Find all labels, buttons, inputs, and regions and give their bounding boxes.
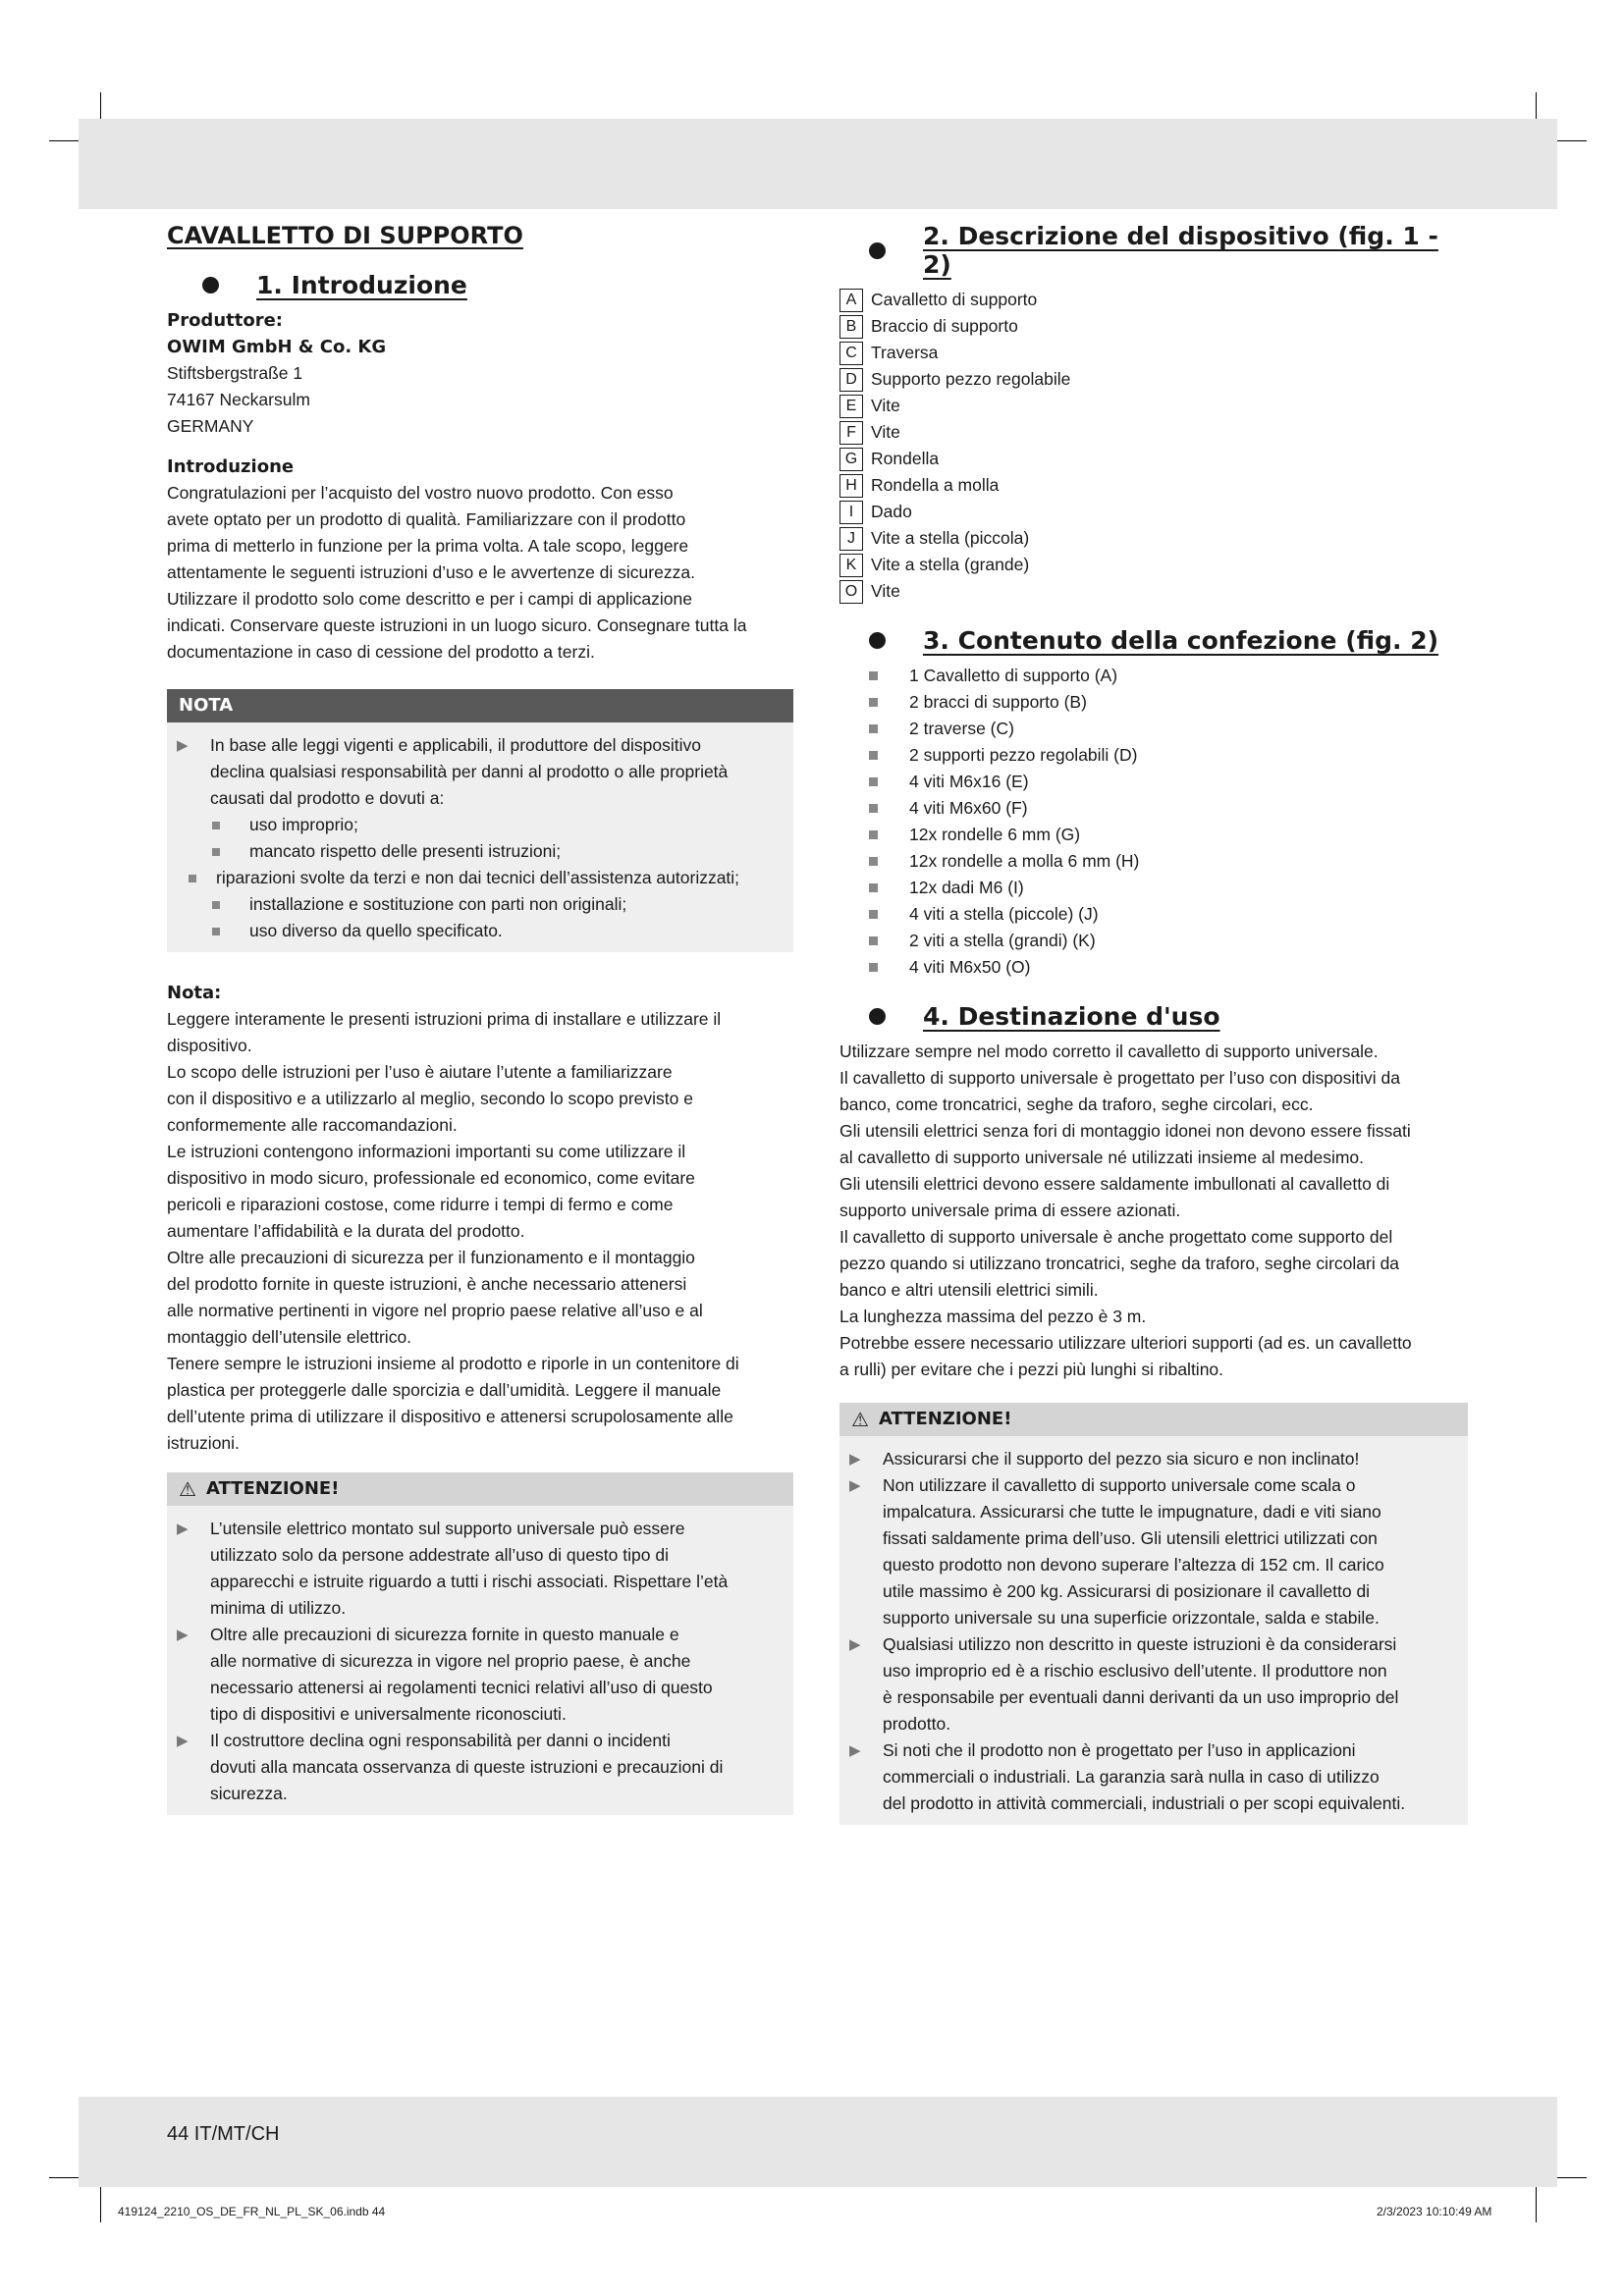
list-item: 2 viti a stella (grandi) (K) xyxy=(839,928,1468,954)
list-item: ▶ In base alle leggi vigenti e applicabili, il produttore del dispositivo declina qualsiasi responsabilità per danni al prodotto o alle proprietà causati dal prodotto e dovuti a: xyxy=(177,732,785,812)
list-item: 4 viti a stella (piccole) (J) xyxy=(839,901,1468,928)
address-line: GERMANY xyxy=(167,416,254,436)
bullet-dot-icon xyxy=(869,632,886,649)
section-heading-description: 2. Descrizione del dispositivo (fig. 1 - 2) xyxy=(839,222,1468,279)
manufacturer-name: OWIM GmbH & Co. KG xyxy=(167,337,387,357)
list-item: H Rondella a molla xyxy=(839,472,1468,499)
list-item: ▶ Assicurarsi che il supporto del pezzo sia sicuro e non inclinato! xyxy=(849,1446,1460,1472)
list-item: G Rondella xyxy=(839,446,1468,472)
square-bullet-icon xyxy=(869,910,878,919)
list-item: ▶ L’utensile elettrico montato sul supporto universale può essere utilizzato solo da persone addestrate all’uso di questo tipo di apparecchi e istruite riguardo a tutti i rischi associati. Rispettare l’età minima di utilizzo. xyxy=(177,1516,785,1622)
warning-triangle-icon: ⚠ xyxy=(851,1408,869,1431)
square-bullet-icon xyxy=(869,671,878,680)
list-item: E Vite xyxy=(839,393,1468,419)
nota-paragraph: Leggere interamente le presenti istruzioni prima di installare e utilizzare il dispositivo. Lo scopo delle istruzioni per l’uso è aiutare l’utente a familiarizzare con il dispositivo e a utilizzarlo al meglio, secondo lo scopo previsto e conformemente alle raccomandazioni. Le istruzioni contengono informazioni importanti su come utilizzare il dispositivo in modo sicuro, professionale ed economico, come evitare pericoli e riparazioni costose, come ridurre i tempi di fermo e come aumentare l’affidabilità e la durata del prodotto. Oltre alle precauzioni di sicurezza per il funzionamento e il montaggio del prodotto fornite in queste istruzioni, è anche necessario attenersi alle normative pertinenti in vigore nel proprio paese relative all’uso e al montaggio dell’utensile elettrico. Tenere sempre le istruzioni insieme al prodotto e riporle in un contenitore di plastica per proteggerle dalle sporcizia e dall’umidità. Leggere il manuale dell’utente prima di utilizzare il dispositivo e attenersi scrupolosamente alle istruzioni. xyxy=(167,1009,739,1453)
left-column xyxy=(167,222,793,1815)
arrow-bullet-icon: ▶ xyxy=(849,1636,861,1653)
crop-mark xyxy=(1536,2187,1537,2222)
list-item: B Braccio di supporto xyxy=(839,313,1468,340)
list-item: O Vite xyxy=(839,578,1468,605)
list-item: riparazioni svolte da terzi e non dai tecnici dell’assistenza autorizzati; xyxy=(177,865,785,891)
square-bullet-icon xyxy=(869,751,878,760)
list-item: A Cavalletto di supporto xyxy=(839,287,1468,313)
warning-box-title: ⚠ ATTENZIONE! xyxy=(839,1403,1468,1436)
list-item: 2 traverse (C) xyxy=(839,716,1468,742)
list-item: 2 bracci di supporto (B) xyxy=(839,689,1468,716)
square-bullet-icon xyxy=(212,928,220,935)
section-heading-contents: 3. Contenuto della confezione (fig. 2) xyxy=(839,626,1468,655)
intro-label: Introduzione xyxy=(167,456,295,477)
square-bullet-icon xyxy=(869,804,878,813)
nota-box xyxy=(167,689,793,952)
intended-use-paragraph: Utilizzare sempre nel modo corretto il cavalletto di supporto universale. Il cavalletto di supporto universale è progettato per l’uso con dispositivi da banco, come troncatrici, seghe da traforo, seghe circolari, ecc. Gli utensili elettrici senza fori di montaggio idonei non devono essere fissati al cavalletto di supporto universale né utilizzati insieme al medesimo. Gli utensili elettrici devono essere saldamente imbullonati al cavalletto di supporto universale prima di essere azionati. Il cavalletto di supporto universale è anche progettato come supporto del pezzo quando si utilizzano troncatrici, seghe da traforo, seghe circolari da banco e altri utensili elettrici simili. La lunghezza massima del pezzo è 3 m. Potrebbe essere necessario utilizzare ulteriori supporti (ad es. un cavalletto a rulli) per evitare che i pezzi più lunghi si ribaltino. xyxy=(839,1041,1412,1379)
bullet-dot-icon xyxy=(202,277,219,294)
list-item: ▶ Non utilizzare il cavalletto di supporto universale come scala o impalcatura. Assicurarsi che tutte le impugnature, dadi e viti siano fissati saldamente prima dell’uso. Gli utensili elettrici utilizzati con questo prodotto non devono superare l’altezza di 152 cm. Il carico utile massimo è 200 kg. Assicurarsi di posizionare il cavalletto di supporto universale su una superficie orizzontale, salda e stabile. xyxy=(849,1472,1460,1631)
list-item: 4 viti M6x60 (F) xyxy=(839,795,1468,822)
list-item: 12x rondelle 6 mm (G) xyxy=(839,822,1468,848)
warning-box xyxy=(839,1403,1468,1825)
list-item: 12x rondelle a molla 6 mm (H) xyxy=(839,848,1468,875)
square-bullet-icon xyxy=(869,857,878,866)
square-bullet-icon xyxy=(869,698,878,707)
warning-triangle-icon: ⚠ xyxy=(179,1477,196,1501)
arrow-bullet-icon: ▶ xyxy=(177,1733,189,1749)
arrow-bullet-icon: ▶ xyxy=(177,1521,189,1537)
list-item: ▶ Si noti che il prodotto non è progettato per l’uso in applicazioni commerciali o industriali. La garanzia sarà nulla in caso di utilizzo del prodotto in attività commerciali, industriali o per scopi equivalenti. xyxy=(849,1737,1460,1817)
address-line: Stiftsbergstraße 1 xyxy=(167,363,303,383)
right-column xyxy=(839,222,1468,1825)
square-bullet-icon xyxy=(189,875,196,882)
list-item: K Vite a stella (grande) xyxy=(839,552,1468,578)
header-band xyxy=(79,119,1557,209)
square-bullet-icon xyxy=(212,848,220,856)
list-item: F Vite xyxy=(839,419,1468,446)
contents-list xyxy=(839,663,1468,981)
arrow-bullet-icon: ▶ xyxy=(849,1742,861,1759)
arrow-bullet-icon: ▶ xyxy=(849,1451,861,1468)
square-bullet-icon xyxy=(869,724,878,733)
list-item: installazione e sostituzione con parti non originali; xyxy=(177,891,785,918)
list-item: 12x dadi M6 (I) xyxy=(839,875,1468,901)
list-item: uso improprio; xyxy=(177,812,785,838)
intro-paragraph: Congratulazioni per l’acquisto del vostro nuovo prodotto. Con esso avete optato per un prodotto di qualità. Familiarizzare con il prodotto prima di metterlo in funzione per la prima volta. A tale scopo, leggere attentamente le seguenti istruzioni d’uso e le avvertenze di sicurezza. Utilizzare il prodotto solo come descritto e per i campi di applicazione indicati. Conservare queste istruzioni in un luogo sicuro. Consegnare tutta la documentazione in caso di cessione del prodotto a terzi. xyxy=(167,483,747,662)
list-item: ▶ Il costruttore declina ogni responsabilità per danni o incidenti dovuti alla mancata osservanza di queste istruzioni e precauzioni di sicurezza. xyxy=(177,1728,785,1807)
arrow-bullet-icon: ▶ xyxy=(177,1627,189,1643)
list-item: 4 viti M6x16 (E) xyxy=(839,769,1468,795)
list-item: D Supporto pezzo regolabile xyxy=(839,366,1468,393)
list-item: C Traversa xyxy=(839,340,1468,366)
list-item: 2 supporti pezzo regolabili (D) xyxy=(839,742,1468,769)
bullet-dot-icon xyxy=(869,242,886,259)
list-item: mancato rispetto delle presenti istruzioni; xyxy=(177,838,785,865)
section-heading-intended-use: 4. Destinazione d'uso xyxy=(839,1002,1468,1031)
list-item: ▶ Qualsiasi utilizzo non descritto in queste istruzioni è da considerarsi uso improprio ed è a rischio esclusivo dell’utente. Il produttore non è responsabile per eventuali danni derivanti da un uso improprio del prodotto. xyxy=(849,1631,1460,1737)
square-bullet-icon xyxy=(869,883,878,892)
list-item: J Vite a stella (piccola) xyxy=(839,525,1468,552)
page-title: CAVALLETTO DI SUPPORTO xyxy=(167,222,523,249)
square-bullet-icon xyxy=(869,936,878,945)
address-line: 74167 Neckarsulm xyxy=(167,390,310,409)
warning-box xyxy=(167,1472,793,1815)
nota-box-title: NOTA xyxy=(167,689,793,722)
nota-label: Nota: xyxy=(167,983,222,1003)
square-bullet-icon xyxy=(869,830,878,839)
square-bullet-icon xyxy=(869,777,878,786)
list-item: 1 Cavalletto di supporto (A) xyxy=(839,663,1468,689)
warning-box-title: ⚠ ATTENZIONE! xyxy=(167,1472,793,1506)
manufacturer-label: Produttore: xyxy=(167,310,283,331)
list-item: I Dado xyxy=(839,499,1468,525)
square-bullet-icon xyxy=(212,822,220,829)
print-timestamp: 2/3/2023 10:10:49 AM xyxy=(1377,2205,1492,2218)
footer-band xyxy=(79,2097,1557,2187)
list-item: ▶ Oltre alle precauzioni di sicurezza fornite in questo manuale e alle normative di sicurezza in vigore nel proprio paese, è anche necessario attenersi ai regolamenti tecnici relativi all’uso di questo tipo di dispositivi e universalmente riconosciuti. xyxy=(177,1622,785,1728)
square-bullet-icon xyxy=(212,901,220,909)
page-number: 44 IT/MT/CH xyxy=(167,2123,280,2145)
parts-list xyxy=(839,287,1468,605)
bullet-dot-icon xyxy=(869,1008,886,1025)
section-heading-introduction: 1. Introduzione xyxy=(167,271,793,299)
list-item: uso diverso da quello specificato. xyxy=(177,918,785,944)
arrow-bullet-icon: ▶ xyxy=(177,737,189,754)
square-bullet-icon xyxy=(869,963,878,972)
crop-mark xyxy=(100,2187,101,2222)
print-file-name: 419124_2210_OS_DE_FR_NL_PL_SK_06.indb 44 xyxy=(118,2205,386,2218)
list-item: 4 viti M6x50 (O) xyxy=(839,954,1468,981)
arrow-bullet-icon: ▶ xyxy=(849,1477,861,1494)
